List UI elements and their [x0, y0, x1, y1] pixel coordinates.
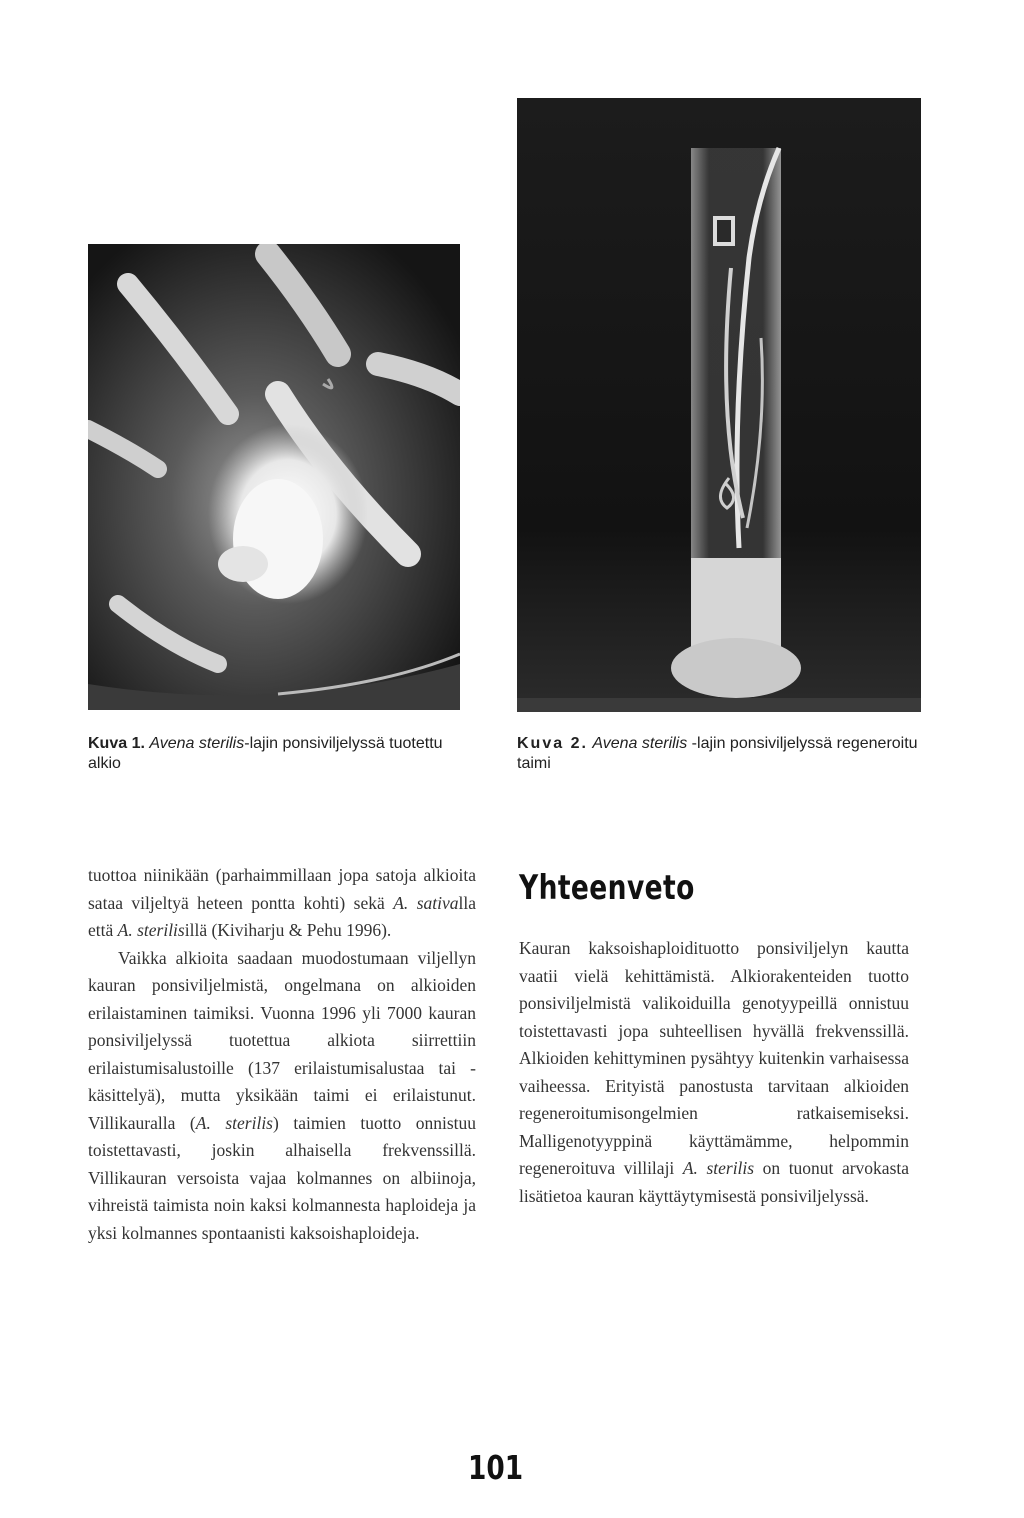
- paragraph: [519, 935, 909, 1210]
- text-run: illä (Kiviharju & Pehu 1996).: [184, 920, 392, 940]
- text-run: ) taimien tuotto onnistuu toistettavasti, joskin alhaisella frekvenssillä. Villikauran versoista vajaa kolmannes on albiinoja, vihreistä taimista noin kaksi kolmannesta haploideja ja yksi kolmannes spontaanisti kaksoishaploideja.: [88, 1112, 477, 1243]
- figure-2-photo: [517, 98, 921, 712]
- right-text-column: [519, 935, 909, 1210]
- figure-1-label: Kuva 1.: [88, 735, 145, 752]
- figure-1-photo: [88, 244, 460, 710]
- page-number: 101: [468, 1448, 524, 1487]
- paragraph: [88, 945, 476, 1248]
- test-tube-photo-illustration: [517, 98, 921, 712]
- figure-2-caption: [517, 734, 921, 774]
- figure-1-caption: [88, 734, 468, 774]
- paragraph: [88, 862, 476, 945]
- species-name: A. sterilis: [195, 1112, 273, 1133]
- figure-2-caption-text: -lajin ponsiviljelyssä regeneroitu taimi: [517, 735, 918, 772]
- text-run: tuottoa niinikään (parhaimmillaan jopa satoja alkioita sataa viljeltyä heteen pontta kohti) sekä: [88, 865, 476, 913]
- figure-1-caption-text: -lajin ponsiviljelyssä tuotettu alkio: [88, 735, 443, 772]
- text-run: lla että: [88, 892, 476, 940]
- figure-2-label: Kuva 2.: [517, 735, 588, 752]
- section-heading: Yhteenveto: [519, 868, 695, 908]
- left-text-column: [88, 862, 476, 1247]
- text-run: on tuonut arvokasta lisätietoa kauran käyttäytymisestä ponsiviljelyssä.: [519, 1158, 910, 1206]
- species-name: A. sterilis: [117, 920, 185, 940]
- species-name: A. sterilis: [682, 1158, 755, 1178]
- text-run: Vaikka alkioita saadaan muodostumaan viljellyn kauran ponsiviljelmistä, ongelmana on alkioiden erilaistaminen taimiksi. Vuonna 1996 yli 7000 kauran ponsiviljelyssä tuotettua alkiota siirrettiin erilaistumisalustoille (137 erilaistumisalustaa tai -käsittelyä), mutta yksikään taimi ei erilaistunut. Villikauralla (: [88, 947, 476, 1133]
- species-name: A. sativa: [393, 892, 459, 913]
- embryo-photo-illustration: [88, 244, 460, 710]
- figure-2-species: Avena sterilis: [592, 735, 688, 752]
- figure-1-species: Avena sterilis: [149, 735, 245, 752]
- text-run: Kauran kaksoishaploidituotto ponsiviljelyn kautta vaatii vielä kehittämistä. Alkiorakenteiden tuotto ponsiviljelmistä valikoiduilla genotyypeillä onnistuu toistettavasti jopa suhteellisen hyvällä frekvenssillä. Alkioiden kehittyminen pysähtyy kuitenkin varhaisessa vaiheessa. Erityistä panostusta tarvitaan alkioiden regeneroitumisongelmien ratkaisemiseksi. Malligenotyyppinä käyttämämme, helpommin regeneroituva villilaji: [519, 938, 909, 1178]
